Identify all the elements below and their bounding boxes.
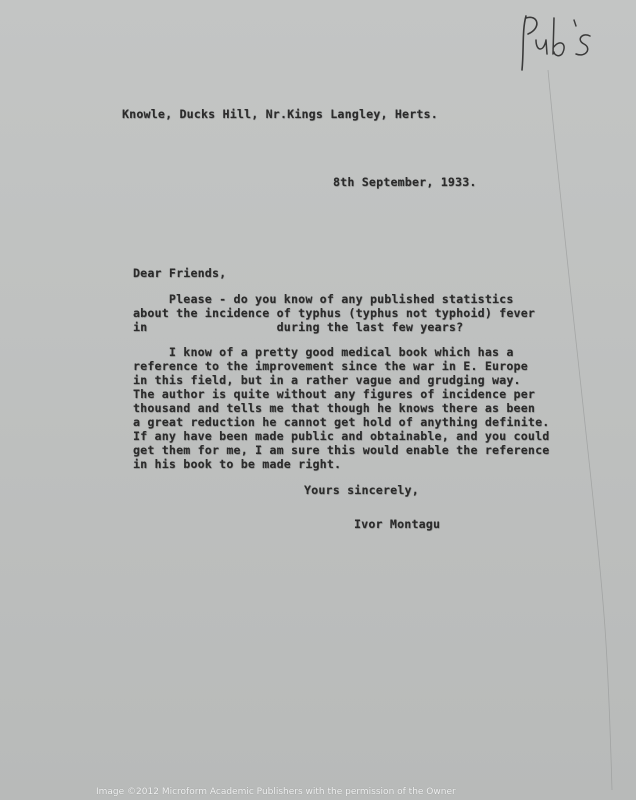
salutation: Dear Friends,: [133, 266, 227, 280]
paragraph-1: Please - do you know of any published statistics about the incidence of typhus (typhus not typhoid) fever in during the last few years?: [133, 292, 536, 334]
sender-address: Knowle, Ducks Hill, Nr.Kings Langley, Herts.: [122, 107, 438, 121]
handwritten-note: [516, 10, 594, 80]
paragraph-2: I know of a pretty good medical book which has a reference to the improvement since the war in E. Europe in this field, but in a rather vague and grudging way. The author is quite without any figures of incidence per thousand and tells me that though he knows there as been a great reduction he cannot get hold of anything definite. If any have been made public and obtainable, and you could get them for me, I am sure this would enable the reference in his book to be made right.: [133, 345, 550, 471]
image-credit: Image ©2012 Microform Academic Publishers with the permission of the Owner: [96, 787, 456, 797]
closing: Yours sincerely,: [304, 483, 419, 497]
letter-date: 8th September, 1933.: [333, 175, 477, 189]
signer-name: Ivor Montagu: [354, 517, 441, 531]
